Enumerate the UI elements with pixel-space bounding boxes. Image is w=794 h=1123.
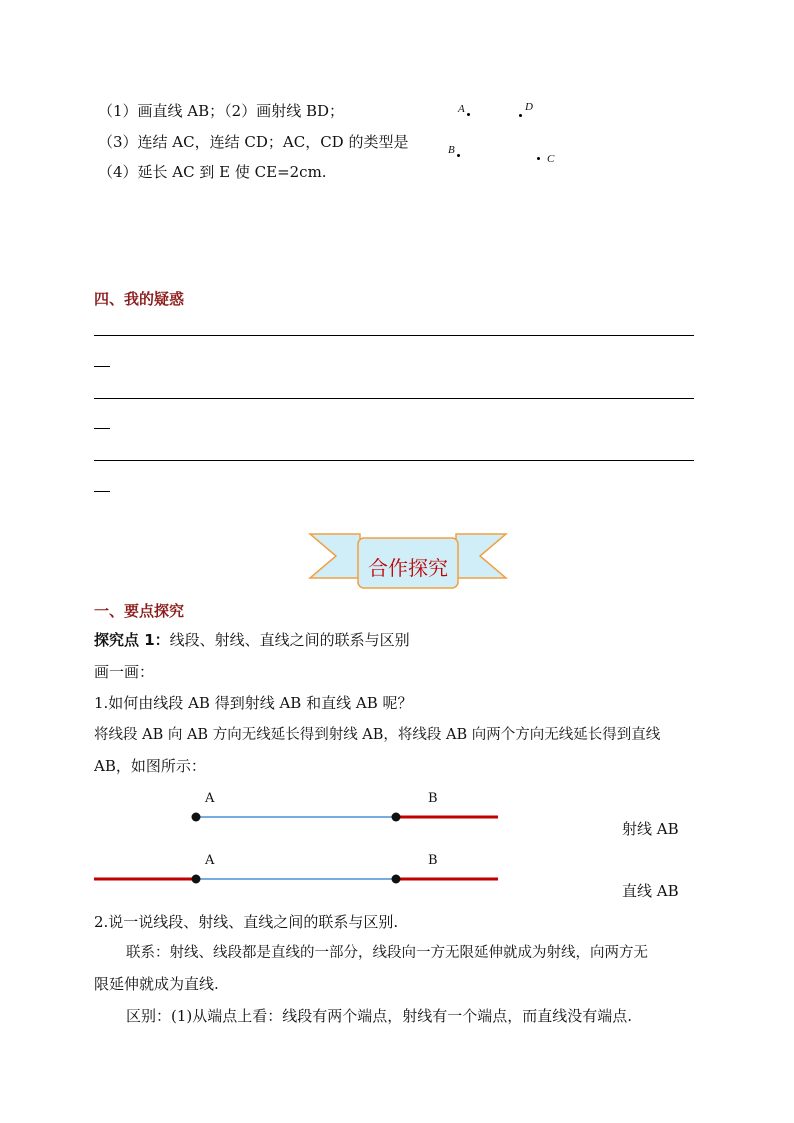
explore-point	[94, 630, 410, 650]
answer-1-line-2: AB，如图所示：	[94, 757, 206, 775]
ray-label-a: A	[205, 791, 215, 806]
ray-label-b: B	[428, 791, 438, 806]
section-heading: 一、要点探究	[94, 602, 185, 620]
point-b-dot	[457, 154, 460, 157]
answer-line-2-tail	[94, 428, 110, 429]
explore-point-label: 探究点 1：	[94, 631, 170, 649]
exercise-line-2: （3）连结 AC，连结 CD；AC，CD 的类型是	[98, 133, 409, 151]
relation-line-1: 联系：射线、线段都是直线的一部分，线段向一方无限延伸就成为射线，向两方无	[126, 945, 648, 961]
relation-line-2: 限延伸就成为直线.	[94, 975, 219, 993]
doubts-heading: 四、我的疑惑	[94, 290, 185, 308]
answer-line-3-tail	[94, 491, 110, 492]
ray-point-a	[192, 813, 201, 822]
answer-line-3	[94, 460, 694, 461]
line-point-b	[392, 875, 401, 884]
answer-1-line-1: 将线段 AB 向 AB 方向无线延长得到射线 AB，将线段 AB 向两个方向无线延长得到直线	[94, 727, 661, 743]
ray-point-b	[392, 813, 401, 822]
question-2: 2.说一说线段、射线、直线之间的联系与区别.	[94, 913, 399, 931]
explore-point-title: 线段、射线、直线之间的联系与区别	[169, 631, 410, 649]
ray-caption: 射线 AB	[622, 820, 679, 838]
point-label-a: A	[458, 103, 465, 115]
point-a-dot	[467, 113, 470, 116]
answer-line-1	[94, 335, 694, 336]
line-label-b: B	[428, 853, 438, 868]
question-1: 1.如何由线段 AB 得到射线 AB 和直线 AB 呢？	[94, 694, 413, 712]
point-label-c: C	[547, 153, 555, 165]
ray-line-figure	[90, 785, 510, 895]
point-label-d: D	[525, 101, 533, 113]
point-label-b: B	[448, 144, 455, 156]
exercise-line-3: （4）延长 AC 到 E 使 CE=2cm.	[98, 163, 327, 181]
point-d-dot	[519, 114, 522, 117]
point-c-dot	[537, 157, 540, 160]
draw-label: 画一画：	[94, 663, 155, 681]
line-label-a: A	[205, 853, 215, 868]
banner-label: 合作探究	[368, 556, 448, 580]
answer-line-2	[94, 398, 694, 399]
difference-line: 区别：(1)从端点上看：线段有两个端点，射线有一个端点，而直线没有端点.	[126, 1007, 633, 1025]
answer-line-1-tail	[94, 366, 110, 367]
exercise-line-1: （1）画直线 AB；（2）画射线 BD；	[98, 102, 345, 120]
line-point-a	[192, 875, 201, 884]
line-caption: 直线 AB	[622, 882, 679, 900]
